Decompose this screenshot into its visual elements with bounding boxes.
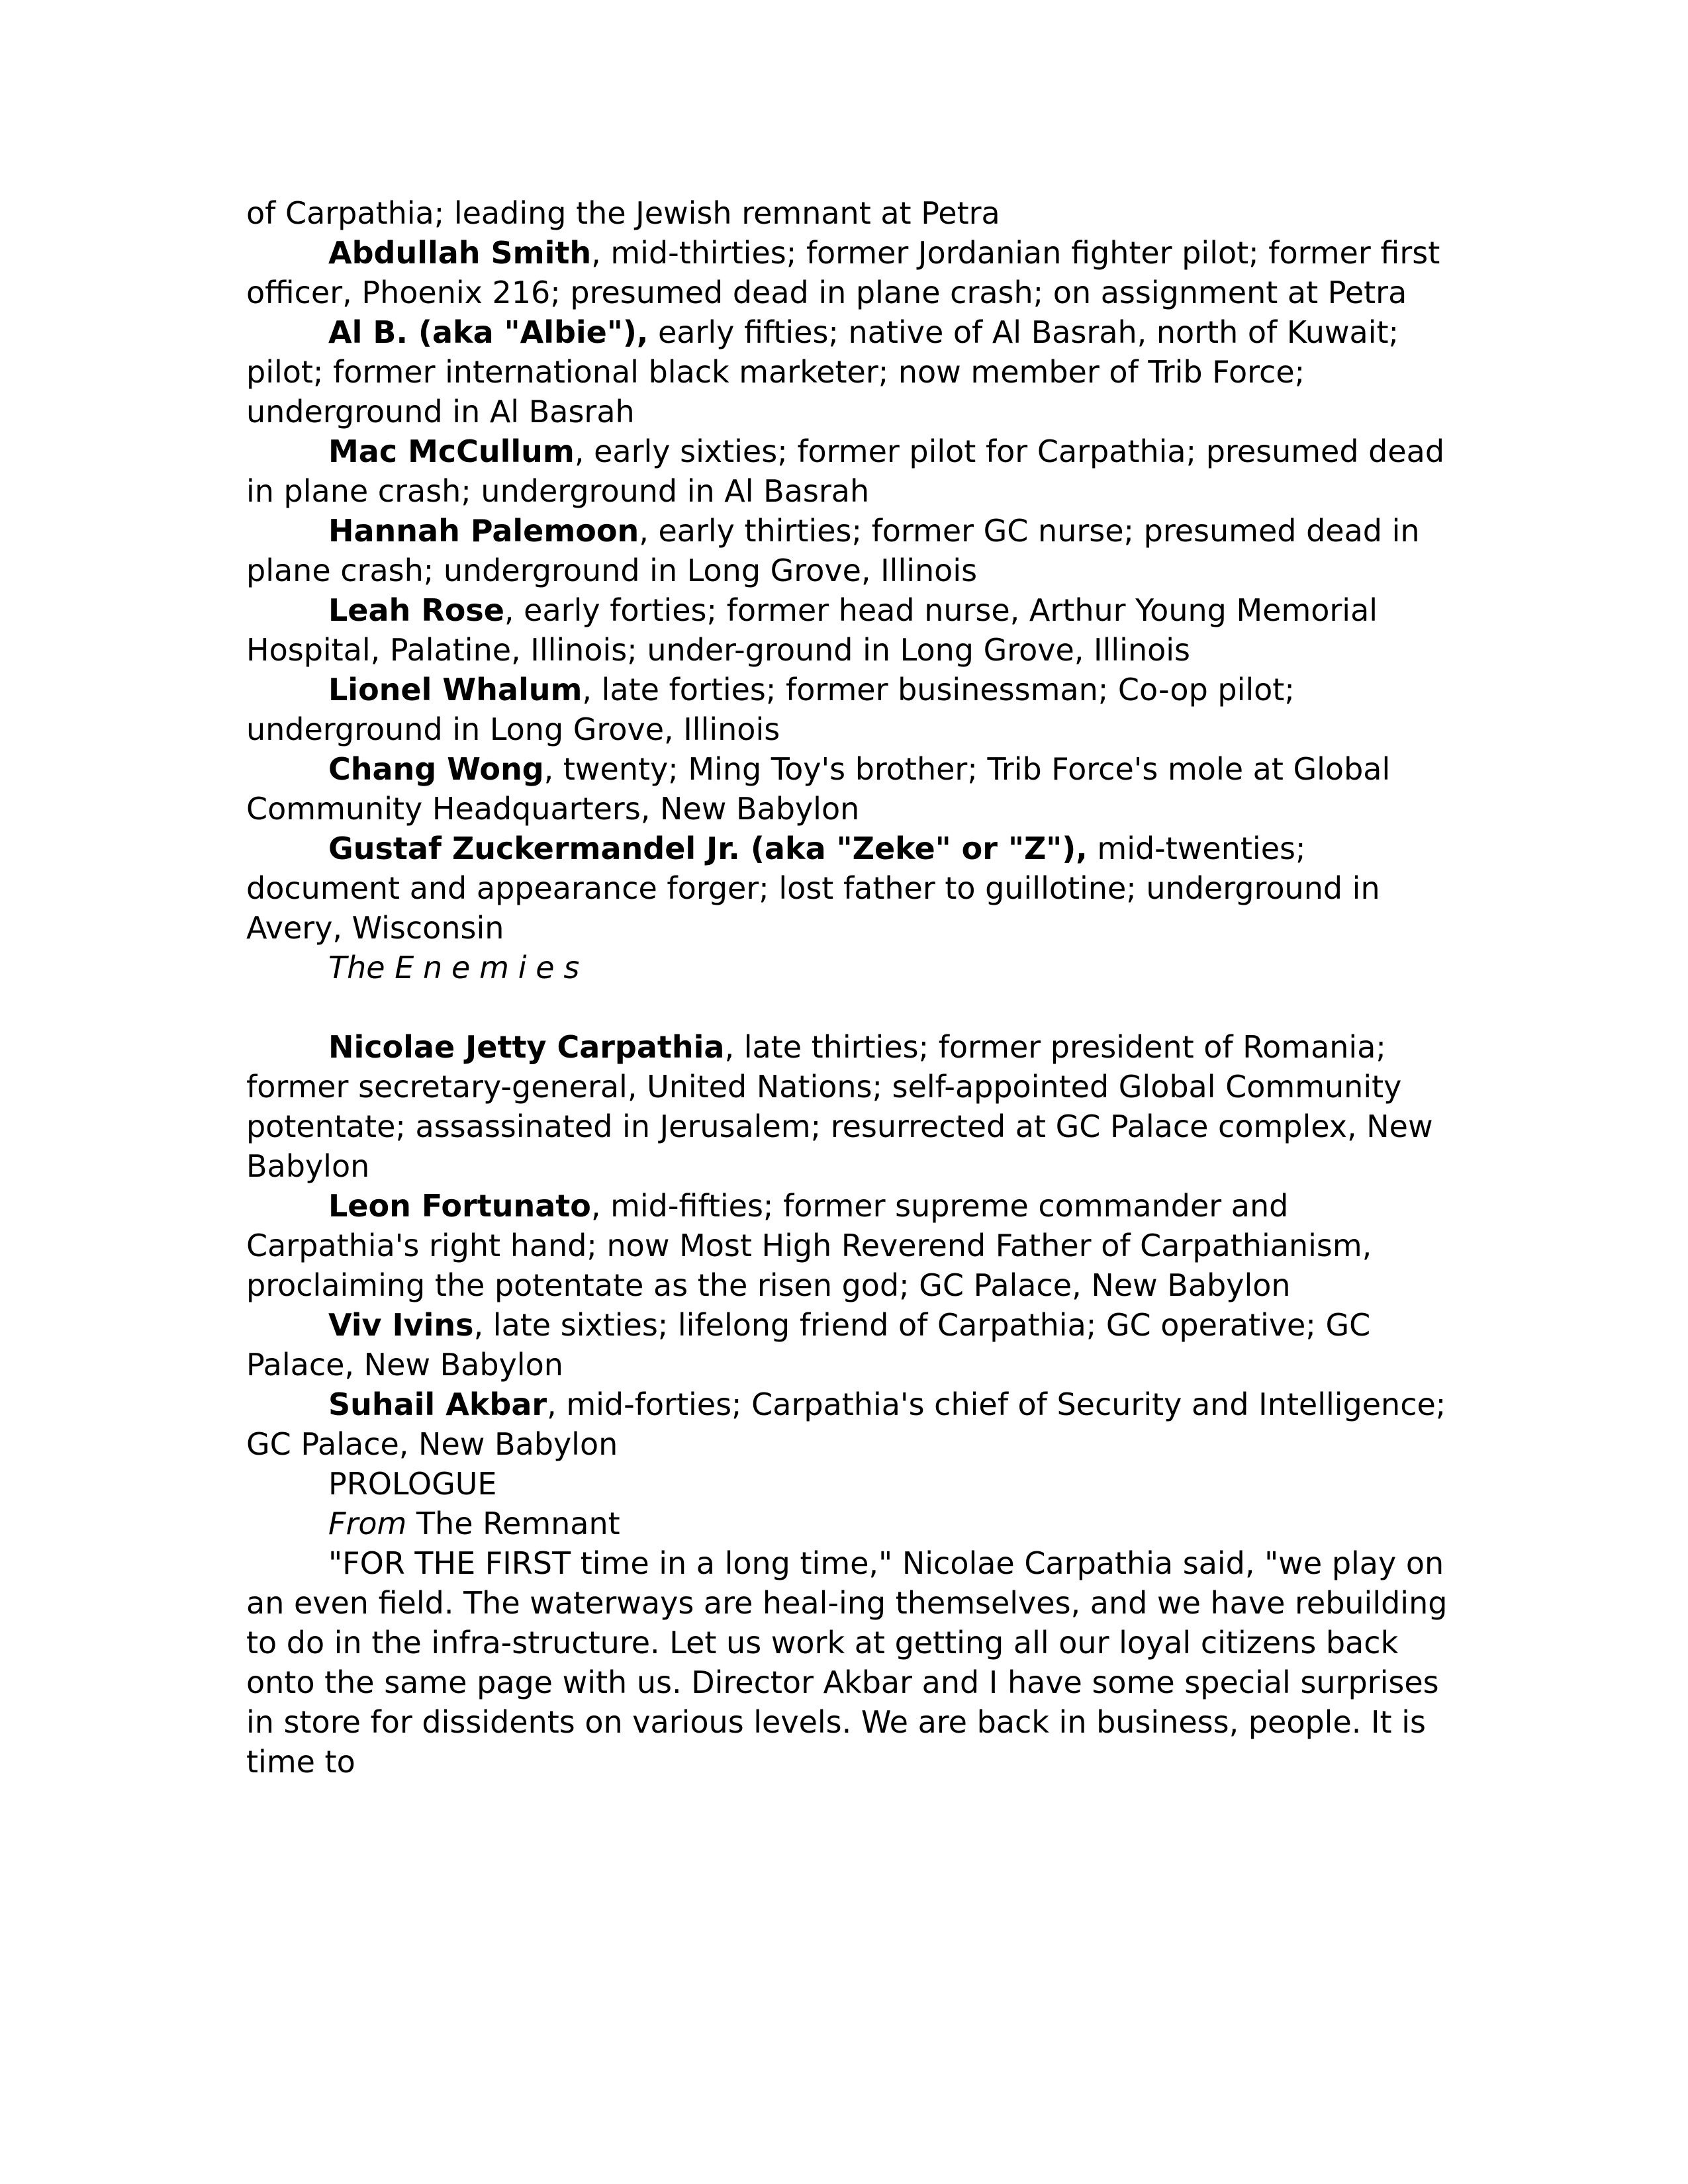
character-entry (246, 749, 1458, 829)
character-entry (246, 432, 1458, 511)
character-description: , late sixties; lifelong friend of Carpathia; GC operative; GC Palace, New Babylon (246, 1307, 1371, 1383)
character-description: , early thirties; former GC nurse; presumed dead in plane crash; underground in Long Grove, Illinois (246, 513, 1420, 588)
from-line-title: The Remnant (406, 1506, 620, 1541)
character-entry (246, 1305, 1458, 1385)
enemies-list (246, 1027, 1458, 1464)
enemies-heading (246, 948, 1458, 987)
character-name: Lionel Whalum (328, 672, 583, 707)
from-line-italic: From (328, 1506, 407, 1541)
character-entry (246, 590, 1458, 670)
character-name: Leah Rose (328, 592, 504, 628)
character-entry (246, 829, 1458, 948)
character-entry (246, 511, 1458, 590)
character-name: Abdullah Smith (328, 235, 592, 271)
character-entry (246, 312, 1458, 432)
character-name: Suhail Akbar (328, 1387, 547, 1422)
character-entry (246, 233, 1458, 312)
enemies-heading-prefix: The (328, 950, 385, 985)
character-description: , late thirties; former president of Romania; former secretary-general, United Nations; self-appointed Global Community potentate; assassinated in Jerusalem; resurrected at GC Palace complex, New Babylon (246, 1029, 1433, 1184)
from-line (246, 1504, 1458, 1543)
allies-list (246, 233, 1458, 948)
document-page (246, 193, 1458, 1782)
character-name: Viv Ivins (328, 1307, 474, 1343)
character-description: , mid-thirties; former Jordanian fighter pilot; former first officer, Phoenix 216; presumed dead in plane crash; on assignment at Petra (246, 235, 1440, 310)
character-description: , mid-forties; Carpathia's chief of Security and Intelligence; GC Palace, New Babylon (246, 1387, 1446, 1462)
character-entry (246, 1186, 1458, 1305)
character-description: , mid-fifties; former supreme commander and Carpathia's right hand; now Most High Reverend Father of Carpathianism, proclaiming the potentate as the risen god; GC Palace, New Babylon (246, 1188, 1372, 1303)
character-name: Leon Fortunato (328, 1188, 591, 1224)
character-description: , early forties; former head nurse, Arthur Young Memorial Hospital, Palatine, Illinois; under-ground in Long Grove, Illinois (246, 592, 1378, 668)
character-entry (246, 670, 1458, 749)
character-name: Mac McCullum (328, 433, 575, 469)
character-description: , early sixties; former pilot for Carpathia; presumed dead in plane crash; underground in Al Basrah (246, 433, 1445, 509)
character-description: mid-twenties; document and appearance forger; lost father to guillotine; underground in Avery, Wisconsin (246, 831, 1380, 946)
character-description: , twenty; Ming Toy's brother; Trib Force's mole at Global Community Headquarters, New Babylon (246, 751, 1391, 827)
character-entry (246, 1385, 1458, 1464)
character-name: Hannah Palemoon (328, 513, 639, 549)
enemies-heading-word: Enemies (395, 950, 589, 985)
character-description: , late forties; former businessman; Co-op pilot; underground in Long Grove, Illinois (246, 672, 1295, 747)
continuation-line: of Carpathia; leading the Jewish remnant at Petra (246, 195, 1000, 231)
character-name: Al B. (aka "Albie"), (328, 314, 649, 350)
opening-paragraph: "FOR THE FIRST time in a long time," Nicolae Carpathia said, "we play on an even field. The waterways are heal-ing themselves, and we have rebuilding to do in the infra-structure. Let us work at getting all our loyal citizens back onto the same page with us. Director Akbar and I have some special surprises in store for dissidents on various levels. We are back in business, people. It is time to (246, 1545, 1448, 1780)
prologue-heading: PROLOGUE (328, 1466, 497, 1502)
character-description: early fifties; native of Al Basrah, north of Kuwait; pilot; former international black marketer; now member of Trib Force; underground in Al Basrah (246, 314, 1399, 430)
character-name: Gustaf Zuckermandel Jr. (aka "Zeke" or "Z"), (328, 831, 1088, 866)
character-name: Nicolae Jetty Carpathia (328, 1029, 725, 1065)
character-name: Chang Wong (328, 751, 544, 787)
character-entry (246, 1027, 1458, 1186)
